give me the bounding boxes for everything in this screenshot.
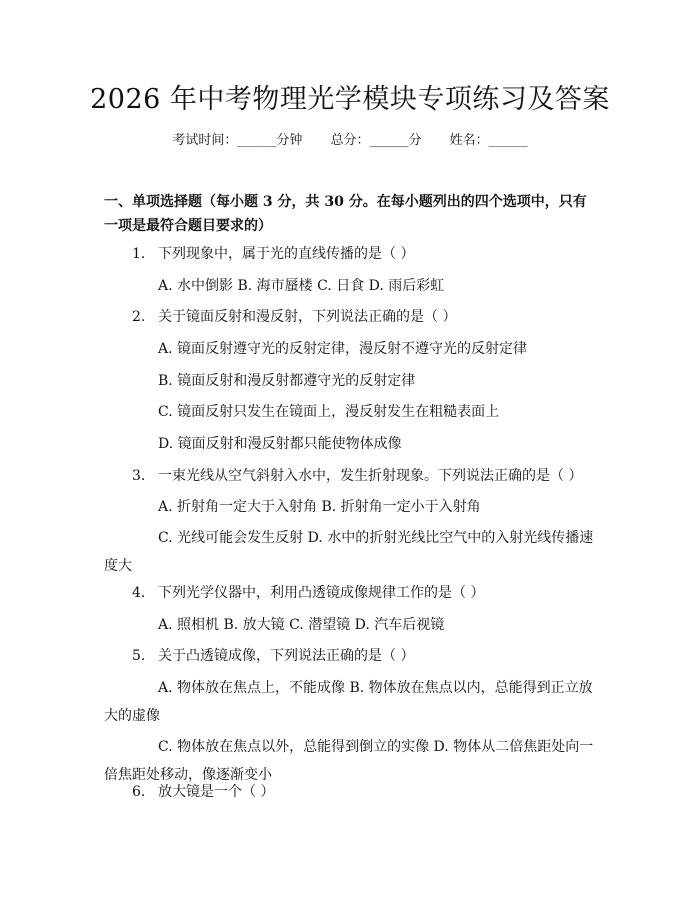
question-option: A. 镜面反射遵守光的反射定律，漫反射不遵守光的反射定律 bbox=[158, 341, 528, 357]
exam-time-field: 考试时间：______分钟 bbox=[172, 133, 303, 148]
question-stem: 放大镜是一个（ ） bbox=[158, 784, 275, 800]
question-stem: 关于镜面反射和漫反射，下列说法正确的是（ ） bbox=[158, 309, 457, 325]
exam-meta bbox=[0, 131, 700, 151]
question-option: B. 镜面反射和漫反射都遵守光的反射定律 bbox=[158, 373, 416, 389]
question-number: 3. bbox=[132, 468, 146, 484]
question-option: A. 水中倒影 B. 海市蜃楼 C. 日食 D. 雨后彩虹 bbox=[158, 278, 445, 294]
question-stem: 下列光学仪器中，利用凸透镜成像规律工作的是（ ） bbox=[158, 585, 485, 601]
question-number: 5. bbox=[132, 648, 146, 664]
total-score-field: 总分：______分 bbox=[330, 133, 422, 148]
question-stem: 下列现象中，属于光的直线传播的是（ ） bbox=[158, 246, 415, 262]
question-option: D. 镜面反射和漫反射都只能使物体成像 bbox=[158, 436, 402, 452]
question-stem: 一束光线从空气斜射入水中，发生折射现象。下列说法正确的是（ ） bbox=[158, 468, 583, 484]
section-heading: 一、单项选择题（每小题 3 分，共 30 分。在每小题列出的四个选项中，只有一项是最符合题目要求的） bbox=[104, 194, 587, 234]
question-stem: 关于凸透镜成像，下列说法正确的是（ ） bbox=[158, 648, 415, 664]
question-number: 1. bbox=[132, 246, 146, 262]
question-number: 6. bbox=[132, 784, 146, 800]
question-number: 2. bbox=[132, 309, 146, 325]
question-option: C. 物体放在焦点以外，总能得到倒立的实像 D. 物体从二倍焦距处向一倍焦距处移动，像逐渐变小 bbox=[104, 739, 594, 783]
question-option: C. 镜面反射只发生在镜面上，漫反射发生在粗糙表面上 bbox=[158, 404, 500, 420]
question-option: A. 折射角一定大于入射角 B. 折射角一定小于入射角 bbox=[158, 499, 481, 515]
question-option: A. 物体放在焦点上，不能成像 B. 物体放在焦点以内，总能得到正立放大的虚像 bbox=[104, 680, 593, 724]
page-title: 2026 年中考物理光学模块专项练习及答案 bbox=[90, 84, 610, 115]
question-option: A. 照相机 B. 放大镜 C. 潜望镜 D. 汽车后视镜 bbox=[158, 617, 445, 633]
question-number: 4. bbox=[132, 585, 146, 601]
student-name-field: 姓名：______ bbox=[449, 133, 528, 148]
question-option: C. 光线可能会发生反射 D. 水中的折射光线比空气中的入射光线传播速度大 bbox=[104, 530, 594, 574]
